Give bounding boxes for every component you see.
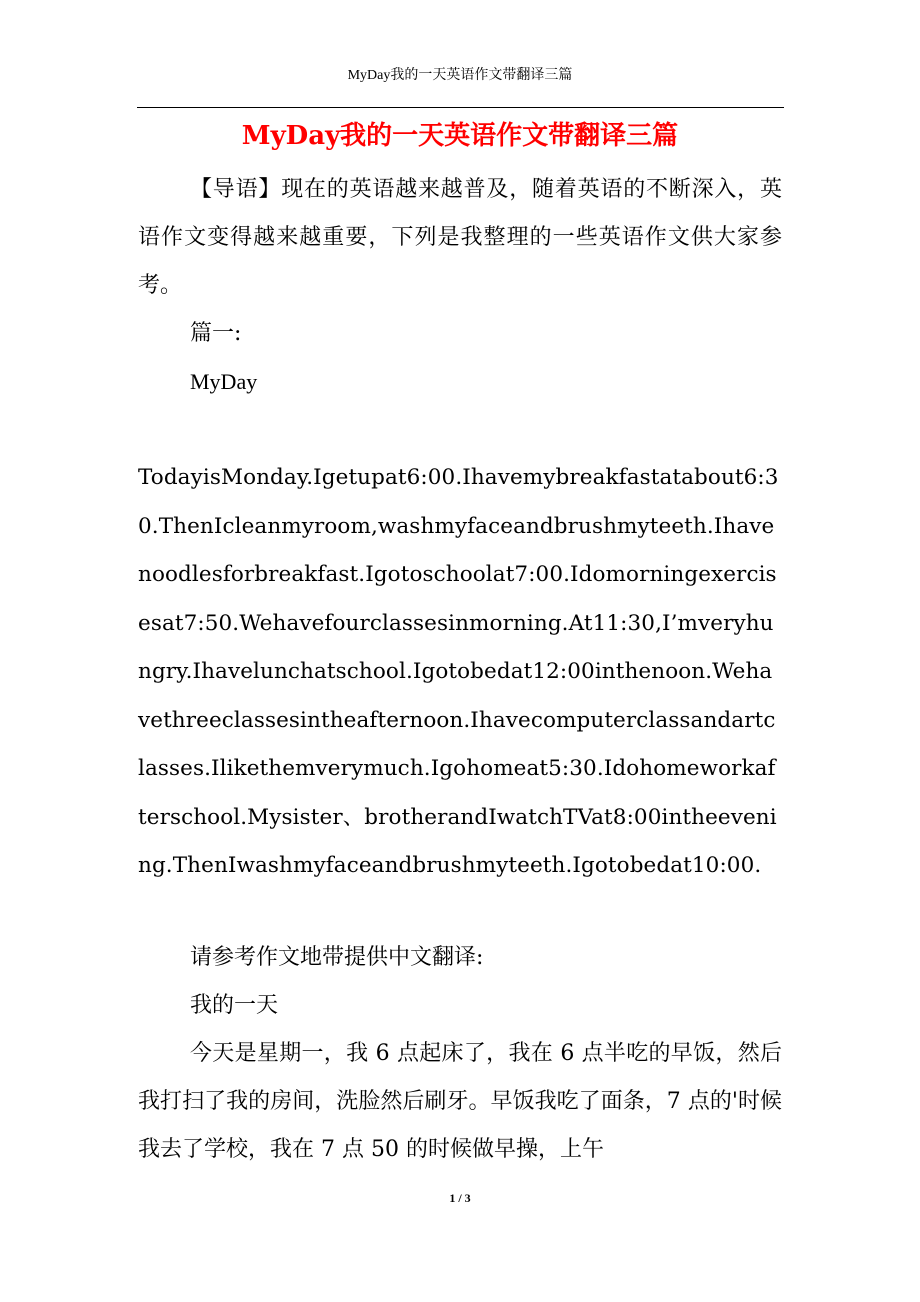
header-divider: [137, 107, 784, 108]
intro-paragraph: 【导语】现在的英语越来越普及，随着英语的不断深入，英语作文变得越来越重要，下列是我整理的一些英语作文供大家参考。: [138, 177, 782, 298]
page-number: 1 / 3: [449, 1191, 471, 1205]
translation-prompt-block: [138, 934, 782, 982]
running-header: MyDay我的一天英语作文带翻译三篇: [347, 68, 573, 83]
translation-prompt: 请参考作文地带提供中文翻译:: [190, 945, 484, 970]
translation-body: 今天是星期一，我 6 点起床了，我在 6 点半吃的早饭，然后我打扫了我的房间，洗脸然后刷牙。早饭我吃了面条，7 点的'时候我去了学校，我在 7 点 50 的时候做早操，上午: [138, 1041, 782, 1162]
section-label: 篇一:: [190, 321, 242, 346]
translation-title: 我的一天: [190, 993, 279, 1018]
section-label-block: [138, 310, 782, 358]
translation-title-block: [138, 982, 782, 1030]
essay-title: MyDay: [190, 369, 258, 394]
document-title: MyDay我的一天英语作文带翻译三篇: [241, 121, 679, 151]
essay-title-block: [138, 358, 782, 406]
intro-block: [138, 166, 782, 310]
essay-body: TodayisMonday.Igetupat6:00.Ihavemybreakfastatabout6:30.ThenIcleanmyroom,washmyfaceandbrushmyteeth.Ihavenoodlesforbreakfast.Igotoschoolat7:00.Idomorningexercisesat7:50.Wehavefourclassesinmorning.At11:30,I’mveryhungry.Ihavelunchatschool.Igotobedat12:00inthenoon.Wehavethreeclassesintheafternoon.Ihavecomputerclassandartclasses.Ilikethemverymuch.Igohomeat5:30.Idohomeworkafterschool.Mysister、brotherandIwatchTVat8:00intheevening.ThenIwashmyfaceandbrushmyteeth.Igotobedat10:00.: [138, 465, 779, 878]
translation-body-block: [138, 1030, 782, 1174]
